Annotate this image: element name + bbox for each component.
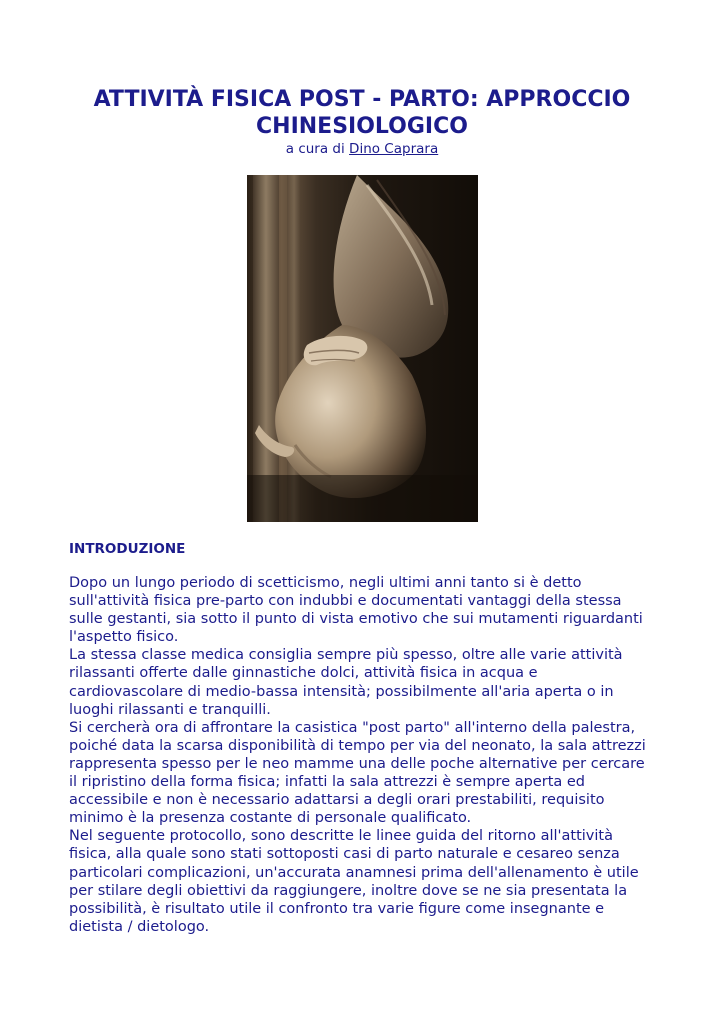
byline bbox=[40, 140, 684, 158]
body-line: sulle gestanti, sia sotto il punto di vista emotivo che sui mutamenti riguardanti bbox=[69, 611, 643, 628]
body-line: possibilità, è risultato utile il confronto tra varie figure come insegnante e bbox=[69, 900, 605, 917]
body-line: Nel seguente protocollo, sono descritte le linee guida del ritorno all'attività bbox=[69, 828, 613, 845]
body-line: l'aspetto fisico. bbox=[69, 629, 179, 646]
body-line: per stilare degli obiettivi da raggiungere, inoltre dove se ne sia presentata la bbox=[69, 882, 628, 899]
body-line: minimo è la presenza costante di personale qualificato. bbox=[69, 810, 472, 827]
body-line: particolari complicazioni, un'accurata anamnesi prima dell'allenamento è utile bbox=[69, 864, 639, 881]
body-line: rappresenta spesso per le neo mamme una delle poche alternative per cercare bbox=[69, 755, 645, 772]
body-line: Dopo un lungo periodo di scetticismo, negli ultimi anni tanto si è detto bbox=[69, 575, 582, 591]
byline-prefix: a cura di bbox=[285, 141, 345, 157]
body-line: rilassanti offerte dalle ginnastiche dolci, attività fisica in acqua e bbox=[69, 665, 538, 682]
document-title bbox=[40, 86, 684, 140]
body-line: poiché data la scarsa disponibilità di tempo per via del neonato, la sala attrezzi bbox=[69, 737, 646, 754]
author-link[interactable]: Dino Caprara bbox=[349, 141, 439, 157]
body-line: cardiovascolare di medio-bassa intensità; possibilmente all'aria aperta o in bbox=[69, 683, 614, 700]
body-line: sull'attività fisica pre-parto con indubbi e documentati vantaggi della stessa bbox=[69, 593, 622, 610]
body-line: il ripristino della forma fisica; infatti la sala attrezzi è sempre aperta ed bbox=[69, 774, 586, 791]
body-line: Si cercherà ora di affrontare la casistica "post parto" all'interno della palestra, bbox=[69, 719, 636, 736]
body-line: accessibile e non è necessario adattarsi a degli orari prestabiliti, requisito bbox=[69, 792, 605, 809]
title-line-2: CHINESIOLOGICO bbox=[256, 114, 468, 139]
section-heading: INTRODUZIONE bbox=[69, 541, 186, 557]
body-line: luoghi rilassanti e tranquilli. bbox=[69, 701, 271, 718]
body-line: dietista / dietologo. bbox=[69, 918, 210, 935]
body-text bbox=[69, 574, 665, 936]
title-line-1: ATTIVITÀ FISICA POST - PARTO: APPROCCIO bbox=[93, 87, 631, 112]
pregnant-woman-photo bbox=[247, 175, 478, 522]
body-line: La stessa classe medica consiglia sempre più spesso, oltre alle varie attività bbox=[69, 647, 623, 664]
body-line: fisica, alla quale sono stati sottoposti casi di parto naturale e cesareo senza bbox=[69, 846, 620, 863]
